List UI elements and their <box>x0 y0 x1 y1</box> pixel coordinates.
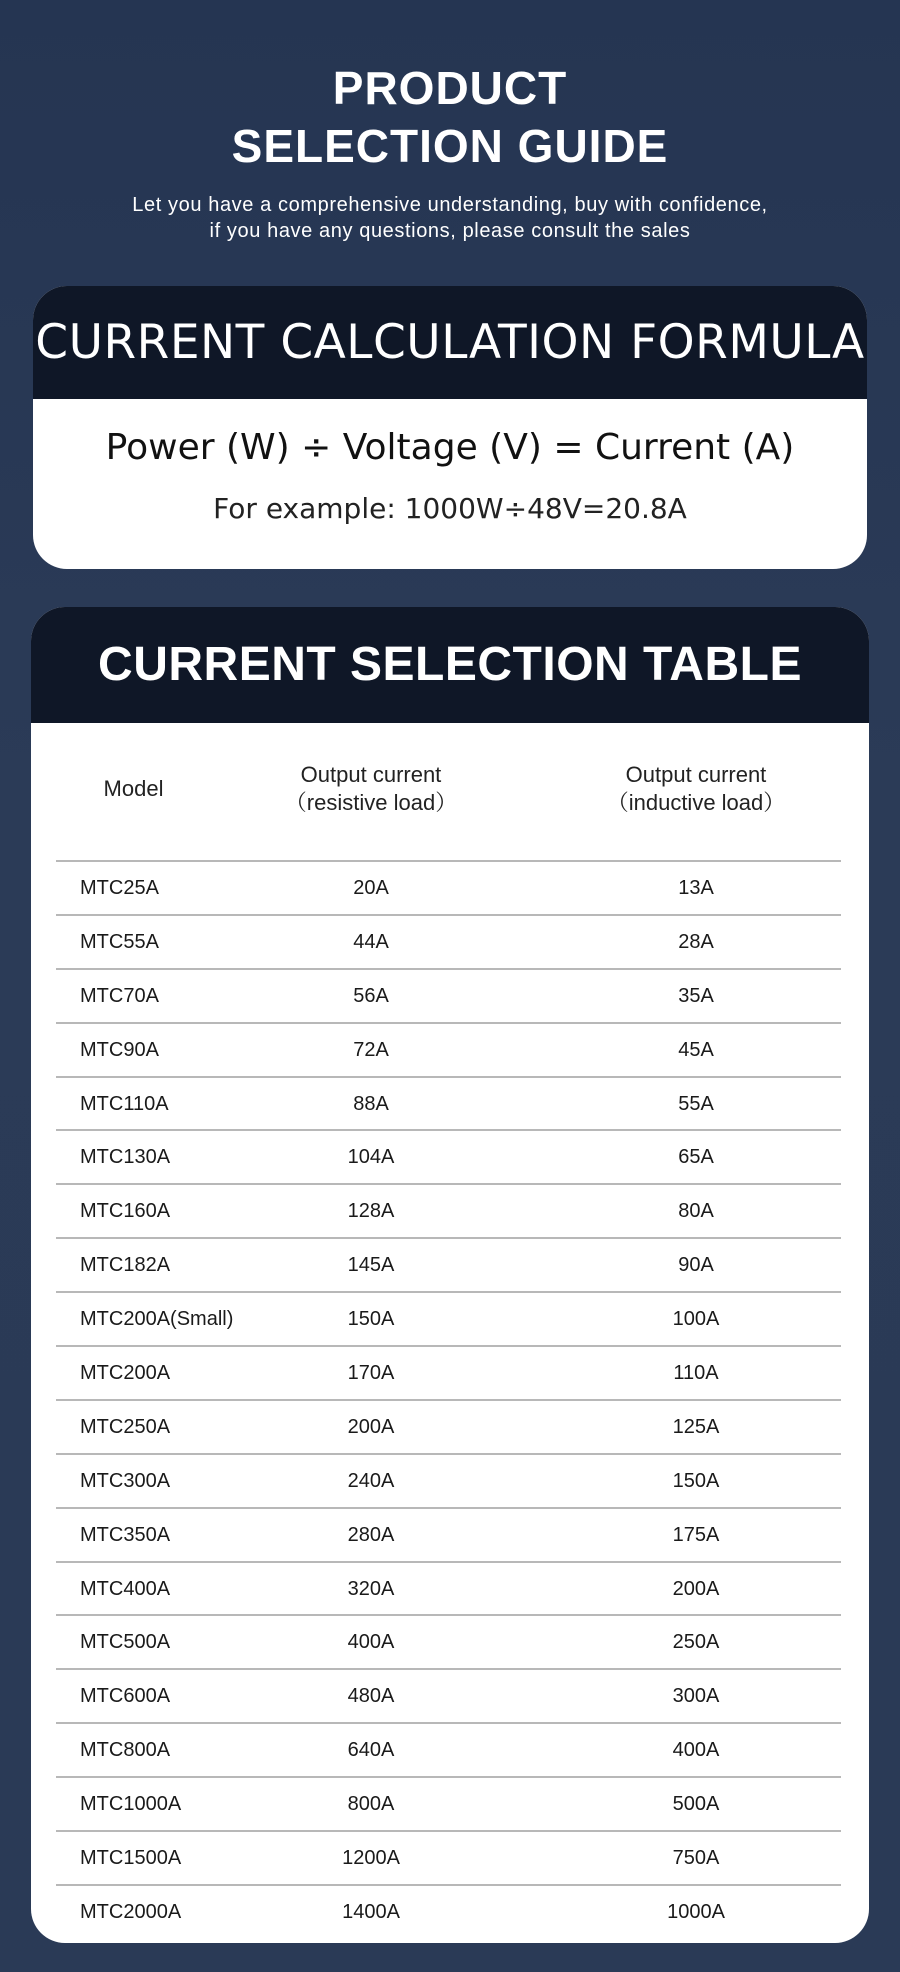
table-row <box>56 1668 841 1722</box>
model-cell: MTC160A <box>80 1200 171 1223</box>
table-row <box>56 1507 841 1561</box>
resistive-cell: 320A <box>347 1577 395 1600</box>
table-row <box>56 1076 841 1130</box>
inductive-cell: 45A <box>678 1038 714 1061</box>
table-body <box>56 860 841 1938</box>
resistive-cell: 1200A <box>342 1847 400 1870</box>
resistive-cell: 1400A <box>342 1900 400 1923</box>
model-cell: MTC25A <box>80 877 159 899</box>
model-cell: MTC400A <box>80 1577 171 1600</box>
model-cell: MTC55A <box>80 930 159 953</box>
column-header-model-label: Model <box>103 776 164 801</box>
table-row <box>56 1291 841 1345</box>
model-cell: MTC130A <box>80 1146 171 1169</box>
inductive-cell: 110A <box>673 1362 719 1385</box>
inductive-cell: 200A <box>672 1577 720 1600</box>
inductive-cell: 150A <box>672 1469 720 1492</box>
resistive-cell: 72A <box>353 1038 389 1061</box>
table-row <box>56 860 841 914</box>
formula-heading-band <box>33 286 867 399</box>
resistive-cell: 800A <box>347 1793 395 1816</box>
table-row <box>56 914 841 968</box>
inductive-cell: 500A <box>672 1793 720 1816</box>
column-header-model <box>56 775 211 803</box>
page-title-line1: PRODUCT <box>332 62 568 114</box>
resistive-cell: 170A <box>347 1362 395 1385</box>
column-header-inductive <box>566 761 826 817</box>
page-subtitle-line2: if you have any questions, please consult the sales <box>209 220 691 242</box>
table-row <box>56 1237 841 1291</box>
model-cell: MTC300A <box>80 1469 171 1492</box>
model-cell: MTC800A <box>80 1739 171 1762</box>
table-row <box>56 1022 841 1076</box>
table-row <box>56 1884 841 1938</box>
inductive-cell: 28A <box>678 930 714 953</box>
inductive-cell: 55A <box>678 1092 714 1115</box>
inductive-cell: 400A <box>672 1739 720 1762</box>
table-row <box>56 1183 841 1237</box>
inductive-cell: 13A <box>678 877 714 899</box>
model-cell: MTC2000A <box>80 1900 182 1923</box>
resistive-cell: 145A <box>347 1254 395 1277</box>
model-cell: MTC182A <box>80 1254 171 1277</box>
formula-equation: Power (W) ÷ Voltage (V) = Current (A) <box>105 427 795 468</box>
inductive-cell: 250A <box>672 1631 720 1654</box>
resistive-cell: 240A <box>347 1469 395 1492</box>
resistive-cell: 400A <box>347 1631 395 1654</box>
model-cell: MTC350A <box>80 1523 171 1546</box>
inductive-cell: 125A <box>672 1415 720 1438</box>
table-row <box>56 1776 841 1830</box>
inductive-cell: 1000A <box>667 1900 725 1923</box>
inductive-cell: 300A <box>672 1685 720 1708</box>
model-cell: MTC200A(Small) <box>80 1308 234 1331</box>
model-cell: MTC250A <box>80 1415 171 1438</box>
formula-card <box>33 286 867 569</box>
table-row <box>56 968 841 1022</box>
formula-heading: CURRENT CALCULATION FORMULA <box>35 315 865 370</box>
table-row <box>56 1453 841 1507</box>
page-subtitle-line1: Let you have a comprehensive understanding, buy with confidence, <box>132 194 768 216</box>
resistive-cell: 200A <box>347 1415 395 1438</box>
resistive-cell: 128A <box>347 1200 395 1223</box>
model-cell: MTC90A <box>80 1038 159 1061</box>
resistive-cell: 56A <box>353 984 389 1007</box>
model-cell: MTC1500A <box>80 1847 182 1870</box>
column-header-resistive-line1: Output current <box>300 762 442 787</box>
resistive-cell: 150A <box>347 1308 395 1331</box>
table-row <box>56 1722 841 1776</box>
model-cell: MTC600A <box>80 1685 171 1708</box>
table-row <box>56 1830 841 1884</box>
model-cell: MTC110A <box>80 1092 169 1115</box>
column-header-resistive <box>256 761 486 817</box>
selection-table-card <box>31 607 869 1943</box>
inductive-cell: 175A <box>672 1523 720 1546</box>
model-cell: MTC500A <box>80 1631 171 1654</box>
table-row <box>56 1561 841 1615</box>
resistive-cell: 280A <box>347 1523 395 1546</box>
inductive-cell: 65A <box>678 1146 714 1169</box>
table-row <box>56 1614 841 1668</box>
resistive-cell: 104A <box>347 1146 395 1169</box>
inductive-cell: 80A <box>678 1200 714 1223</box>
inductive-cell: 750A <box>672 1847 720 1870</box>
inductive-cell: 90A <box>678 1254 714 1277</box>
table-heading-band <box>31 607 869 723</box>
model-cell: MTC70A <box>80 984 159 1007</box>
table-row <box>56 1399 841 1453</box>
column-header-inductive-line1: Output current <box>625 762 767 787</box>
resistive-cell: 20A <box>353 877 389 899</box>
resistive-cell: 480A <box>347 1685 395 1708</box>
table-row <box>56 1345 841 1399</box>
inductive-cell: 100A <box>672 1308 720 1331</box>
column-header-resistive-line2: （resistive load） <box>284 790 458 815</box>
page-title-line2: SELECTION GUIDE <box>231 120 669 172</box>
inductive-cell: 35A <box>678 984 714 1007</box>
table-row <box>56 1129 841 1183</box>
resistive-cell: 44A <box>353 930 389 953</box>
column-header-inductive-line2: （inductive load） <box>606 790 786 815</box>
resistive-cell: 640A <box>347 1739 395 1762</box>
resistive-cell: 88A <box>353 1092 389 1115</box>
model-cell: MTC1000A <box>80 1793 182 1816</box>
model-cell: MTC200A <box>80 1362 171 1385</box>
table-header <box>56 723 841 860</box>
formula-example: For example: 1000W÷48V=20.8A <box>213 492 687 525</box>
table-heading: CURRENT SELECTION TABLE <box>98 638 802 691</box>
